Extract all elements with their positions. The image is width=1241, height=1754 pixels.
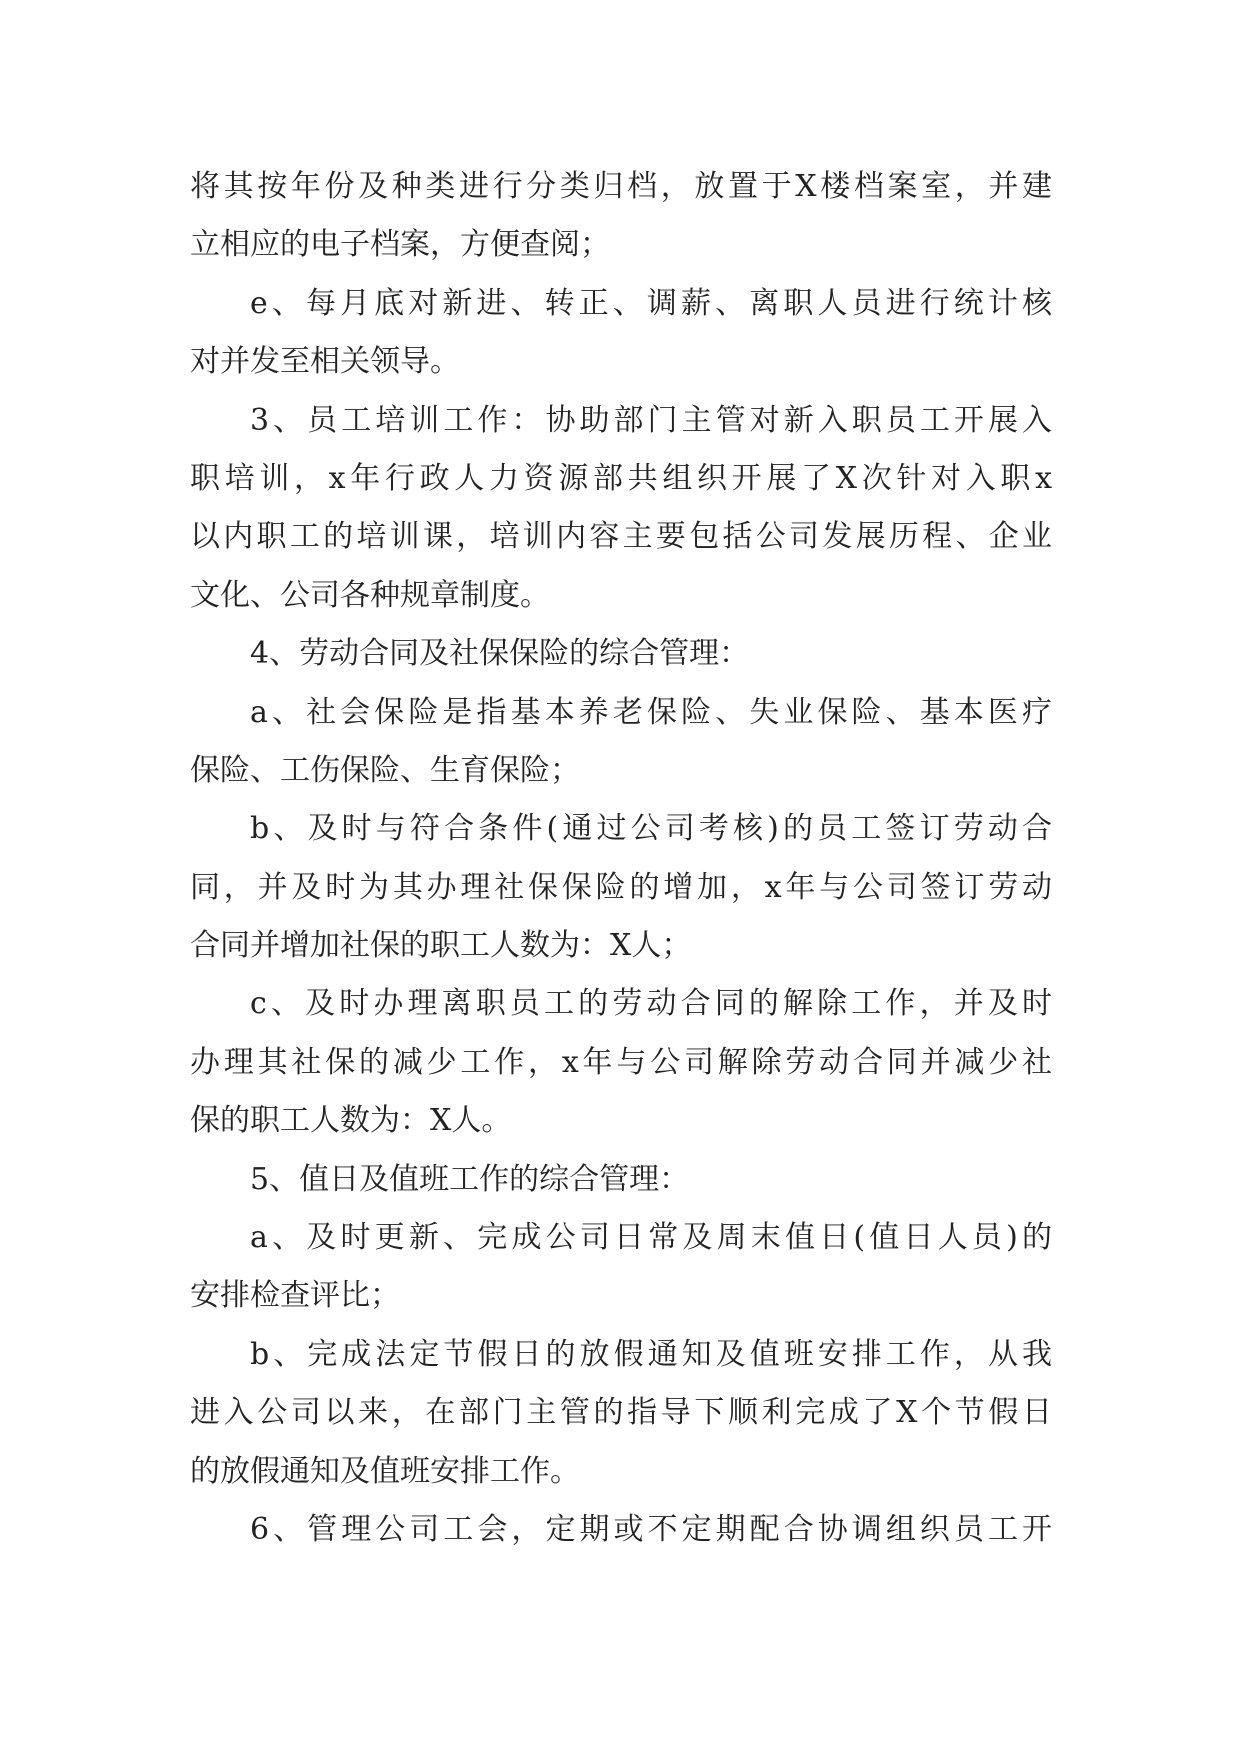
text-line: 对并发至相关领导。 xyxy=(190,344,460,380)
text-line: 进入公司以来，在部门主管的指导下顺利完成了X个节假日 xyxy=(190,1395,1052,1431)
text-line: b、完成法定节假日的放假通知及值班安排工作，从我 xyxy=(250,1336,1052,1372)
text-line: 的放假通知及值班安排工作。 xyxy=(190,1453,580,1489)
text-line: 职培训，x年行政人力资源部共组织开展了X次针对入职x xyxy=(190,460,1052,496)
text-line: b、及时与符合条件(通过公司考核)的员工签订劳动合 xyxy=(250,811,1052,847)
text-line: 办理其社保的减少工作，x年与公司解除劳动合同并减少社 xyxy=(190,1044,1052,1080)
text-line: 文化、公司各种规章制度。 xyxy=(190,577,550,613)
text-line: a、及时更新、完成公司日常及周末值日(值日人员)的 xyxy=(250,1220,1052,1256)
text-line: 5、值日及值班工作的综合管理： xyxy=(250,1161,690,1197)
document-page xyxy=(190,158,1052,1559)
text-line: 6、管理公司工会，定期或不定期配合协调组织员工开 xyxy=(250,1511,1052,1547)
text-line: 以内职工的培训课，培训内容主要包括公司发展历程、企业 xyxy=(190,519,1052,555)
text-line: 3、员工培训工作：协助部门主管对新入职员工开展入 xyxy=(250,402,1052,438)
text-line: 保的职工人数为：X人。 xyxy=(190,1103,512,1139)
text-line: c、及时办理离职员工的劳动合同的解除工作，并及时 xyxy=(250,986,1052,1022)
text-line: 同，并及时为其办理社保保险的增加，x年与公司签订劳动 xyxy=(190,869,1052,905)
text-line: 4、劳动合同及社保保险的综合管理： xyxy=(250,636,750,672)
text-line: 安排检查评比； xyxy=(190,1278,400,1314)
text-line: 将其按年份及种类进行分类归档，放置于X楼档案室，并建 xyxy=(190,169,1052,204)
text-line: 合同并增加社保的职工人数为：X人； xyxy=(190,928,692,964)
text-line: 立相应的电子档案，方便查阅； xyxy=(190,227,610,263)
text-line: a、社会保险是指基本养老保险、失业保险、基本医疗 xyxy=(250,694,1052,730)
text-line: e、每月底对新进、转正、调薪、离职人员进行统计核 xyxy=(250,285,1052,321)
text-line: 保险、工伤保险、生育保险； xyxy=(190,752,580,788)
